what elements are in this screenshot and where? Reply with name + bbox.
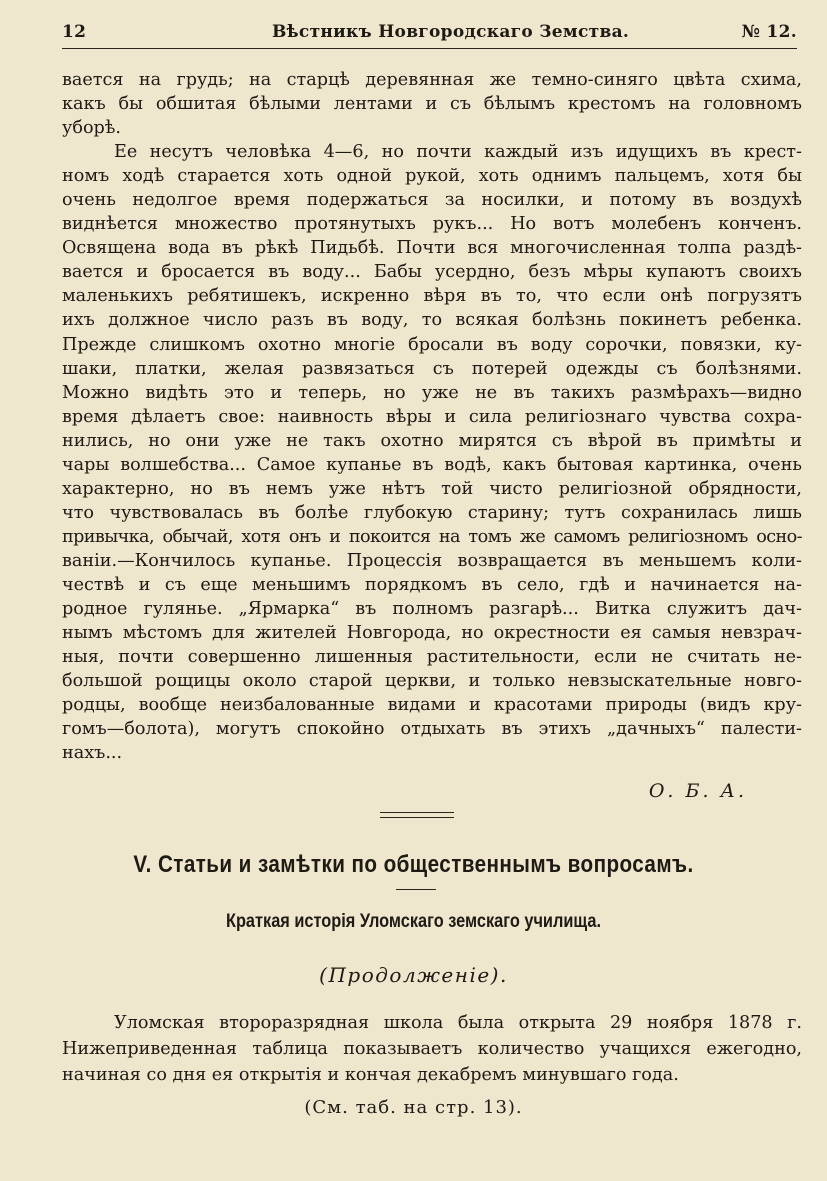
section-heading: V. Статьи и замѣтки по общественнымъ вопросамъ. — [133, 851, 694, 878]
text-line: чары волшебства... Самое купанье въ водѣ, какъ бытовая картинка, очень — [62, 454, 802, 475]
text-line: номъ ходѣ старается хоть одной рукой, хоть однимъ пальцемъ, хотя бы — [62, 166, 802, 187]
article-title: Краткая исторія Уломскаго земскаго училища. — [225, 911, 602, 932]
text-line: ваніи.—Кончилось купанье. Процессія возвращается въ меньшемъ коли- — [62, 550, 802, 571]
text-line: какъ бы обшитая бѣлыми лентами и съ бѣлымъ крестомъ на головномъ — [62, 94, 802, 115]
text-line: Можно видѣть это и теперь, но уже не въ такихъ размѣрахъ—видно — [62, 382, 802, 403]
issue-number: № 12. — [741, 22, 797, 42]
heading-rule — [396, 889, 436, 890]
body-paragraphs — [62, 68, 802, 765]
text-line: Прежде слишкомъ охотно многіе бросали въ воду сорочки, повязки, ку- — [62, 334, 802, 355]
text-line: Ее несутъ человѣка 4—6, но почти каждый изъ идущихъ въ крест- — [114, 142, 802, 163]
section-divider — [380, 817, 454, 818]
text-line: Освящена вода въ рѣкѣ Пидьбѣ. Почти вся многочисленная толпа раздѣ- — [62, 238, 802, 259]
text-line: маленькихъ ребятишекъ, искренно вѣря въ то, что если онѣ погрузятъ — [62, 286, 802, 307]
continued-note: (Продолженіе). — [319, 963, 508, 987]
text-line: чествѣ и съ еще меньшимъ порядкомъ въ село, гдѣ и начинается на- — [62, 574, 802, 595]
text-line: ихъ должное число разъ въ воду, то всякая болѣзнь покинетъ ребенка. — [62, 310, 802, 331]
text-line: время дѣлаетъ свое: наивность вѣры и сила религіознаго чувства сохра- — [62, 406, 802, 427]
text-line: вается и бросается въ воду... Бабы усердно, безъ мѣры купаютъ своихъ — [62, 262, 802, 283]
text-line: очень недолгое время подержаться за носилки, и потому въ воздухѣ — [62, 190, 802, 211]
page-number: 12 — [62, 22, 87, 42]
text-line: характерно, но въ немъ уже нѣтъ той чисто религіозной обрядности, — [62, 478, 802, 499]
running-head — [62, 22, 797, 46]
article-paragraph — [62, 1010, 802, 1088]
text-line: Нижеприведенная таблица показываетъ количество учащихся ежегодно, — [62, 1039, 802, 1059]
section-divider — [380, 812, 454, 813]
text-line: начиная со дня ея открытія и кончая декабремъ минувшаго года. — [62, 1065, 679, 1085]
text-line: уборѣ. — [62, 118, 122, 139]
text-line: виднѣется множество протянутыхъ рукъ... Но вотъ молебенъ конченъ. — [62, 214, 802, 235]
text-line: Уломская второразрядная школа была открыта 29 ноября 1878 г. — [114, 1013, 802, 1033]
text-line: шаки, платки, желая развязаться съ потерей одежды съ болѣзнями. — [62, 358, 802, 379]
text-line: гомъ—болота), могутъ спокойно отдыхать въ этихъ „дачныхъ“ палести- — [62, 719, 802, 740]
text-line: ныя, почти совершенно лишенныя растительности, если не считать не- — [62, 647, 802, 668]
table-reference: (См. таб. на стр. 13). — [304, 1097, 523, 1118]
text-line: нахъ... — [62, 743, 123, 764]
text-line: нымъ мѣстомъ для жителей Новгорода, но окрестности ея самыя невзрач- — [62, 623, 802, 644]
text-line: большой рощицы около старой церкви, и только невзыскательные новго- — [62, 671, 802, 692]
text-line: нились, но они уже не такъ охотно мирятся съ вѣрой въ примѣты и — [62, 430, 802, 451]
text-line: родное гулянье. „Ярмарка“ въ полномъ разгарѣ... Витка служитъ дач- — [62, 599, 802, 620]
header-rule — [62, 48, 797, 49]
text-line: привычка, обычай, хотя онъ и покоится на томъ же самомъ религіозномъ осно- — [62, 526, 802, 547]
text-line: что чувствовалась въ болѣе глубокую старину; тутъ сохранилась лишь — [62, 502, 802, 523]
journal-title: Вѣстникъ Новгородскаго Земства. — [272, 22, 630, 42]
text-line: родцы, вообще неизбалованные видами и красотами природы (видъ кру- — [62, 695, 802, 716]
author-signature: О. Б. А. — [648, 780, 747, 802]
text-line: вается на грудь; на старцѣ деревянная же темно-синяго цвѣта схима, — [62, 70, 802, 90]
